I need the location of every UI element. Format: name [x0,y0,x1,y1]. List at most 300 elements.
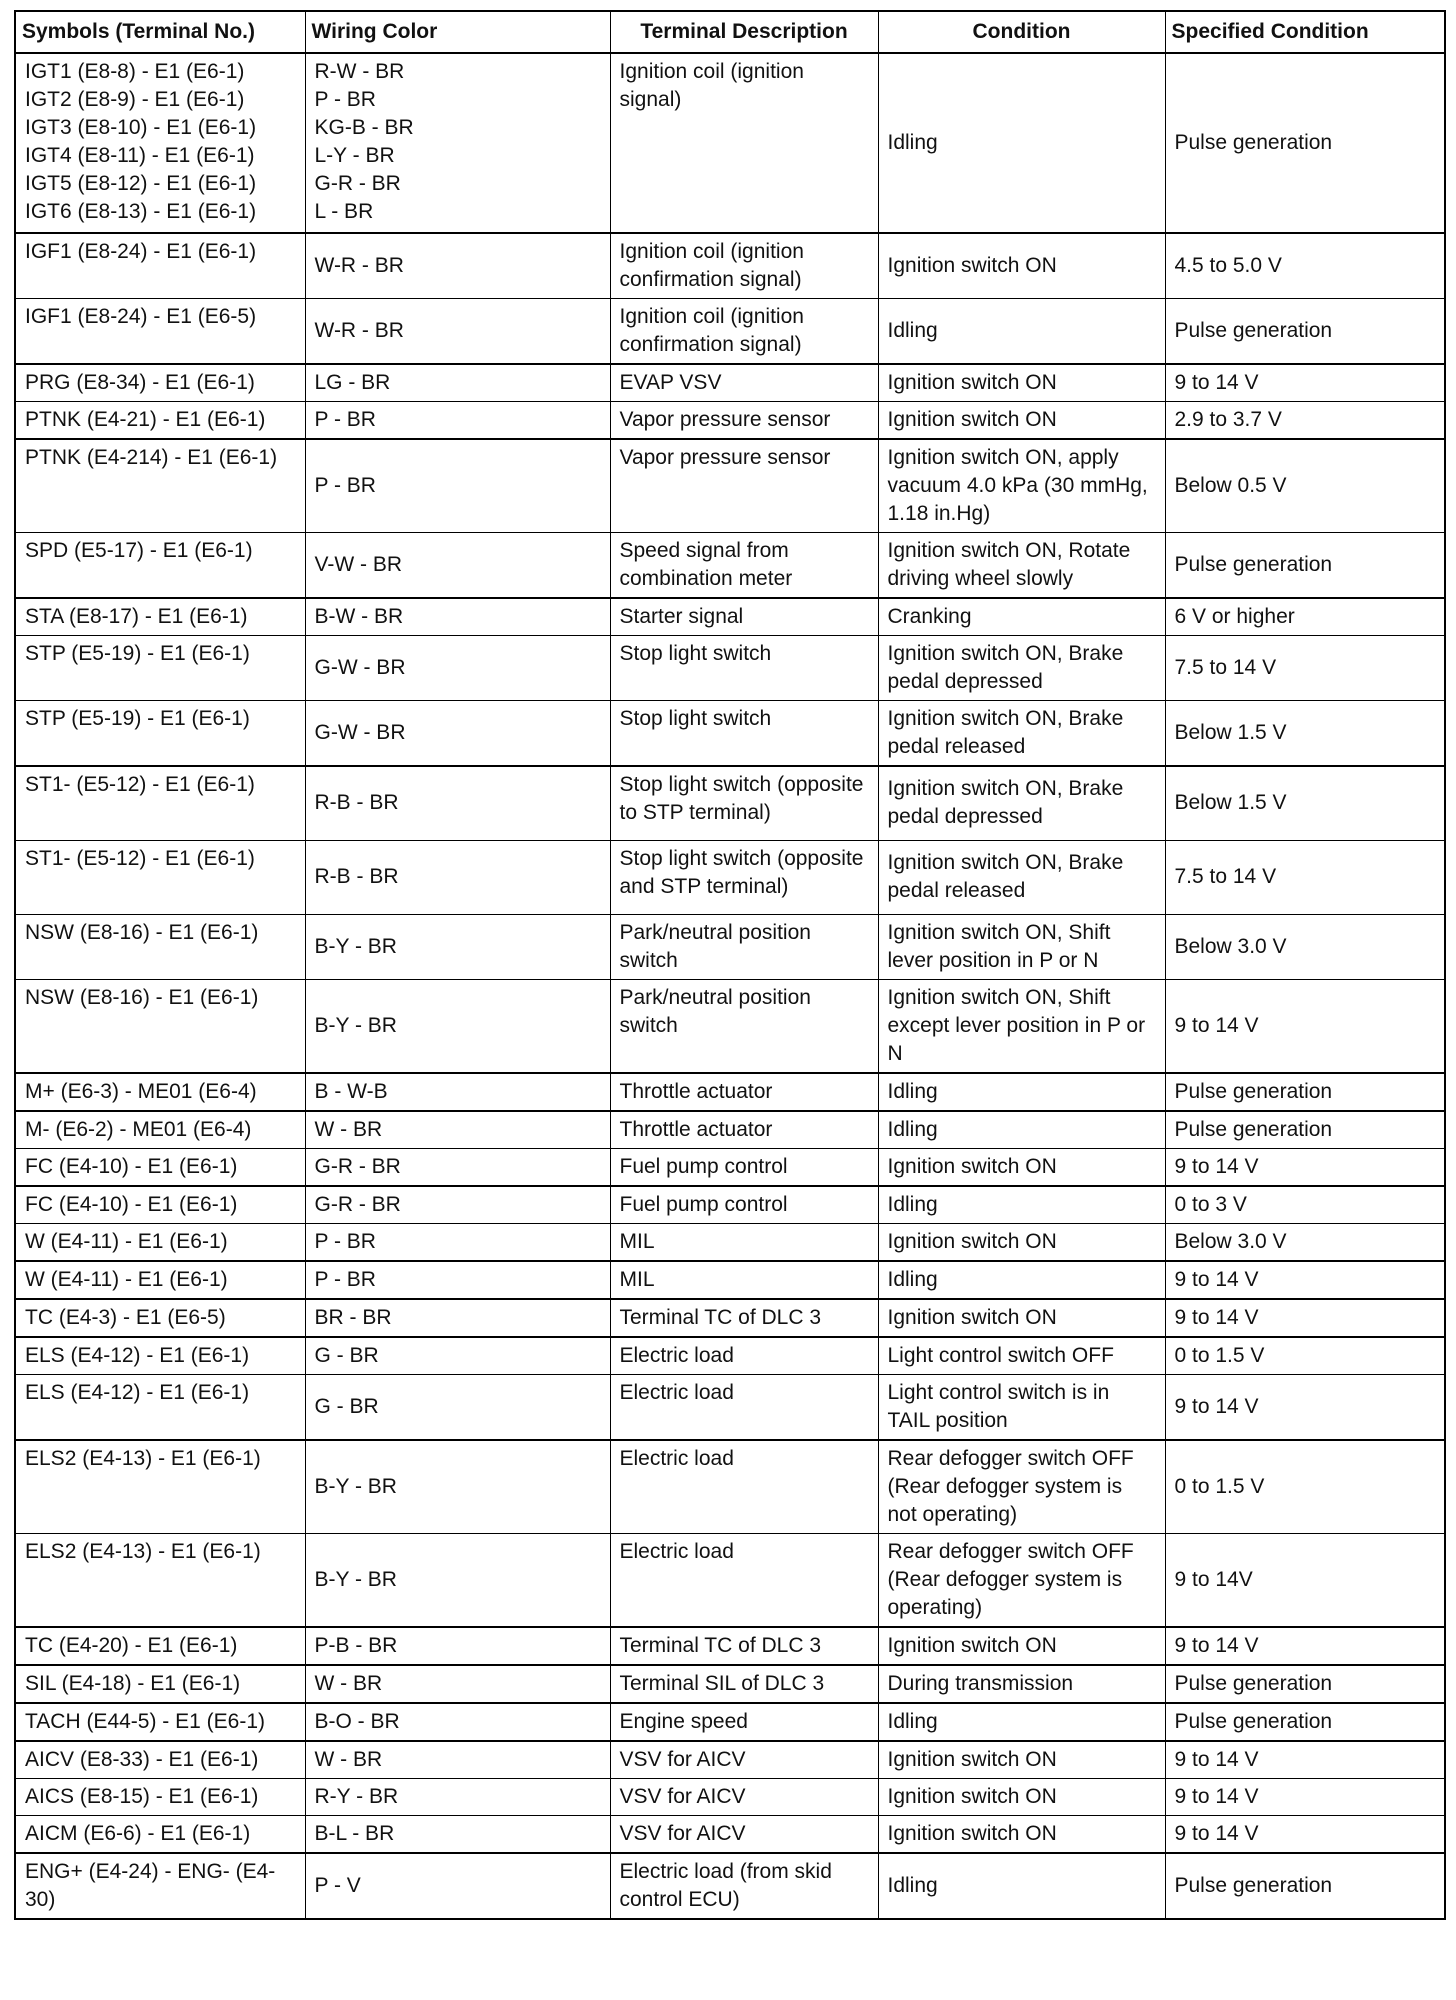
wiring-color-cell-text: B-Y - BR [314,934,397,958]
specified-condition-cell [1165,1073,1445,1111]
symbol-cell-text: STP (E5-19) - E1 (E6-1) [25,707,250,730]
condition-cell [878,402,1165,440]
description-cell-text: MIL [619,1229,655,1253]
condition-cell [878,979,1165,1073]
table-row [15,402,1445,440]
description-cell [610,1223,878,1261]
specified-condition-cell-text: 9 to 14 V [1174,1394,1259,1418]
condition-cell-text: Ignition switch ON [887,408,1057,431]
specified-condition-cell-text: Pulse generation [1174,553,1333,576]
description-cell [610,533,878,599]
specified-condition-cell-text: Below 1.5 V [1174,721,1287,744]
symbol-cell-text: FC (E4-10) - E1 (E6-1) [25,1192,238,1216]
symbol-cell [15,1186,305,1224]
specified-condition-cell [1165,1741,1445,1779]
condition-cell-text: Idling [887,1709,938,1733]
condition-cell-text: Ignition switch ON, Brake pedal released [887,707,1124,758]
symbol-cell [15,914,305,979]
symbol-cell [15,1073,305,1111]
description-cell-text: EVAP VSV [619,371,722,394]
condition-cell-text: Ignition switch ON [887,1633,1057,1657]
specified-condition-cell [1165,701,1445,767]
symbol-cell [15,364,305,402]
table-row [15,979,1445,1073]
condition-cell [878,840,1165,914]
wiring-color-cell-text: P - BR [314,408,376,431]
symbol-cell-text: PTNK (E4-214) - E1 (E6-1) [25,446,278,469]
condition-cell [878,1299,1165,1337]
specified-condition-cell [1165,1374,1445,1440]
table-row [15,1299,1445,1337]
specified-condition-cell-text: Below 0.5 V [1174,474,1287,497]
symbol-cell [15,1741,305,1779]
table-row [15,533,1445,599]
wiring-color-cell [305,533,610,599]
wiring-color-cell [305,439,610,533]
condition-cell-text: Idling [887,131,938,154]
wiring-color-cell [305,1703,610,1741]
wiring-color-cell [305,1627,610,1665]
symbol-cell-text: ST1- (E5-12) - E1 (E6-1) [25,846,255,870]
specified-condition-cell-text: Pulse generation [1174,319,1333,342]
description-cell [610,1261,878,1299]
description-cell-text: Electric load [619,1380,734,1404]
symbol-cell [15,1815,305,1853]
specified-condition-cell [1165,1853,1445,1919]
condition-cell [878,1111,1165,1149]
specified-condition-cell [1165,402,1445,440]
table-row [15,766,1445,840]
table-row [15,1440,1445,1534]
table-row [15,1374,1445,1440]
table-row [15,1148,1445,1186]
condition-cell [878,1223,1165,1261]
symbol-cell [15,53,305,233]
condition-cell-text: Idling [887,1267,938,1291]
symbol-cell-text: IGT1 (E8-8) - E1 (E6-1) IGT2 (E8-9) - E1 (E6-1) IGT3 (E8-10) - E1 (E6-1) IGT4 (E8-11) - E1 (E6-1) IGT5 (E8-12) - E1 (E6-1) IGT6 (E8-13) - E1 (E6-1) [25,60,257,223]
wiring-color-cell-text: G - BR [314,1343,379,1367]
description-cell-text: Electric load (from skid control ECU) [619,1859,832,1911]
table-row [15,840,1445,914]
condition-cell [878,1186,1165,1224]
condition-cell [878,1627,1165,1665]
description-cell-text: Park/neutral position switch [619,920,811,972]
table-row [15,1853,1445,1919]
specified-condition-cell [1165,1299,1445,1337]
condition-cell [878,1148,1165,1186]
table-row [15,233,1445,299]
specified-condition-cell [1165,1665,1445,1703]
wiring-color-cell-text: W - BR [314,1747,383,1771]
condition-cell-text: Ignition switch ON [887,1784,1057,1808]
condition-cell [878,53,1165,233]
condition-cell [878,533,1165,599]
description-cell [610,1627,878,1665]
symbol-cell-text: PRG (E8-34) - E1 (E6-1) [25,371,255,394]
wiring-color-cell-text: W-R - BR [314,254,404,277]
wiring-color-cell [305,701,610,767]
description-cell [610,914,878,979]
condition-cell [878,1261,1165,1299]
condition-cell [878,1374,1165,1440]
condition-cell [878,1741,1165,1779]
symbol-cell-text: FC (E4-10) - E1 (E6-1) [25,1154,238,1178]
condition-cell-text: Ignition switch ON, Rotate driving wheel slowly [887,539,1131,590]
specified-condition-cell-text: 6 V or higher [1174,605,1295,628]
description-cell [610,1073,878,1111]
specified-condition-cell-text: 0 to 3 V [1174,1192,1247,1216]
wiring-color-cell-text: P - V [314,1873,361,1897]
table-row [15,1815,1445,1853]
table-row [15,1533,1445,1627]
header-wiring-color: Wiring Color [305,11,610,53]
specified-condition-cell-text: 2.9 to 3.7 V [1174,408,1282,431]
wiring-color-cell [305,1741,610,1779]
specified-condition-cell-text: 9 to 14V [1174,1567,1253,1591]
condition-cell-text: Ignition switch ON, Brake pedal depressed [887,642,1124,693]
specified-condition-cell [1165,299,1445,365]
description-cell-text: Engine speed [619,1709,748,1733]
description-cell-text: Ignition coil (ignition confirmation signal) [619,305,804,356]
wiring-color-cell [305,1111,610,1149]
condition-cell-text: Ignition switch ON, apply vacuum 4.0 kPa (30 mmHg, 1.18 in.Hg) [887,446,1148,525]
description-cell [610,1533,878,1627]
description-cell [610,1148,878,1186]
table-row [15,636,1445,701]
symbol-cell [15,1440,305,1534]
description-cell [610,1778,878,1815]
description-cell-text: Throttle actuator [619,1079,773,1103]
specified-condition-cell [1165,1533,1445,1627]
description-cell-text: Ignition coil (ignition confirmation signal) [619,240,804,291]
table-row [15,1703,1445,1741]
condition-cell [878,233,1165,299]
specified-condition-cell-text: 9 to 14 V [1174,1747,1259,1771]
symbol-cell [15,1853,305,1919]
symbol-cell-text: NSW (E8-16) - E1 (E6-1) [25,985,259,1009]
specified-condition-cell-text: 0 to 1.5 V [1174,1474,1265,1498]
symbol-cell [15,402,305,440]
specified-condition-cell-text: Pulse generation [1174,1873,1333,1897]
wiring-color-cell-text: R-B - BR [314,865,399,888]
description-cell-text: Stop light switch [619,642,772,665]
wiring-color-cell-text: G-W - BR [314,721,406,744]
symbol-cell-text: ENG+ (E4-24) - ENG- (E4-30) [25,1859,276,1911]
description-cell-text: Vapor pressure sensor [619,408,831,431]
wiring-color-cell [305,1261,610,1299]
description-cell-text: Fuel pump control [619,1154,788,1178]
specified-condition-cell [1165,439,1445,533]
symbol-cell-text: ELS2 (E4-13) - E1 (E6-1) [25,1539,261,1563]
condition-cell-text: Rear defogger switch OFF (Rear defogger system is operating) [887,1539,1134,1619]
table-row [15,914,1445,979]
symbol-cell [15,439,305,533]
specified-condition-cell-text: 9 to 14 V [1174,371,1259,394]
specified-condition-cell-text: 0 to 1.5 V [1174,1343,1265,1367]
symbol-cell [15,636,305,701]
wiring-color-cell [305,636,610,701]
wiring-color-cell [305,1778,610,1815]
wiring-color-cell [305,299,610,365]
description-cell [610,1815,878,1853]
wiring-color-cell-text: B-O - BR [314,1709,400,1733]
wiring-color-cell-text: B - W-B [314,1079,388,1103]
description-cell-text: Stop light switch [619,707,772,730]
specified-condition-cell-text: Below 3.0 V [1174,1229,1287,1253]
wiring-color-cell [305,1815,610,1853]
condition-cell [878,1703,1165,1741]
wiring-color-cell [305,402,610,440]
wiring-color-cell-text: P - BR [314,474,376,497]
condition-cell [878,701,1165,767]
specified-condition-cell [1165,598,1445,636]
description-cell [610,1665,878,1703]
wiring-color-cell [305,598,610,636]
condition-cell-text: Idling [887,1873,938,1897]
description-cell [610,979,878,1073]
terminal-inspection-table-sheet [14,10,1444,1985]
specified-condition-cell-text: 9 to 14 V [1174,1013,1259,1037]
wiring-color-cell [305,1665,610,1703]
symbol-cell-text: STP (E5-19) - E1 (E6-1) [25,642,250,665]
condition-cell-text: Cranking [887,605,972,628]
condition-cell [878,1533,1165,1627]
specified-condition-cell [1165,1440,1445,1534]
symbol-cell-text: AICM (E6-6) - E1 (E6-1) [25,1821,251,1845]
description-cell-text: VSV for AICV [619,1784,746,1808]
wiring-color-cell [305,53,610,233]
specified-condition-cell [1165,1148,1445,1186]
wiring-color-cell-text: B-Y - BR [314,1013,397,1037]
wiring-color-cell-text: R-W - BR P - BR KG-B - BR L-Y - BR G-R - BR L - BR [314,60,414,223]
condition-cell [878,1778,1165,1815]
specified-condition-cell-text: Pulse generation [1174,1117,1333,1141]
symbol-cell-text: NSW (E8-16) - E1 (E6-1) [25,920,259,944]
condition-cell-text: Rear defogger switch OFF (Rear defogger system is not operating) [887,1446,1134,1526]
description-cell-text: Terminal TC of DLC 3 [619,1633,822,1657]
symbol-cell [15,233,305,299]
symbol-cell [15,1223,305,1261]
description-cell [610,1374,878,1440]
wiring-color-cell-text: P - BR [314,1229,376,1253]
header-condition: Condition [878,11,1165,53]
wiring-color-cell [305,1186,610,1224]
wiring-color-cell [305,364,610,402]
specified-condition-cell-text: 7.5 to 14 V [1174,656,1277,679]
description-cell-text: Electric load [619,1343,734,1367]
table-body [15,53,1445,1919]
condition-cell [878,364,1165,402]
specified-condition-cell [1165,233,1445,299]
wiring-color-cell-text: P - BR [314,1267,376,1291]
symbol-cell-text: AICV (E8-33) - E1 (E6-1) [25,1747,259,1771]
symbol-cell-text: ELS (E4-12) - E1 (E6-1) [25,1343,250,1367]
description-cell-text: Speed signal from combination meter [619,539,793,590]
symbol-cell [15,1703,305,1741]
symbol-cell [15,533,305,599]
header-symbols: Symbols (Terminal No.) [15,11,305,53]
wiring-color-cell-text: B-W - BR [314,605,404,628]
description-cell [610,1853,878,1919]
specified-condition-cell-text: 9 to 14 V [1174,1784,1259,1808]
symbol-cell-text: SPD (E5-17) - E1 (E6-1) [25,539,253,562]
symbol-cell-text: ST1- (E5-12) - E1 (E6-1) [25,773,255,796]
symbol-cell-text: W (E4-11) - E1 (E6-1) [25,1267,228,1291]
wiring-color-cell-text: W - BR [314,1671,383,1695]
symbol-cell [15,598,305,636]
specified-condition-cell-text: 9 to 14 V [1174,1633,1259,1657]
condition-cell [878,636,1165,701]
description-cell-text: MIL [619,1267,655,1291]
specified-condition-cell [1165,53,1445,233]
specified-condition-cell-text: Pulse generation [1174,1671,1333,1695]
description-cell [610,233,878,299]
description-cell [610,1299,878,1337]
description-cell-text: VSV for AICV [619,1821,746,1845]
specified-condition-cell [1165,914,1445,979]
condition-cell [878,1853,1165,1919]
specified-condition-cell [1165,1703,1445,1741]
condition-cell-text: Ignition switch ON [887,1305,1057,1329]
symbol-cell [15,1627,305,1665]
specified-condition-cell [1165,766,1445,840]
table-row [15,598,1445,636]
terminal-inspection-table [14,10,1446,1920]
wiring-color-cell [305,766,610,840]
symbol-cell-text: TC (E4-20) - E1 (E6-1) [25,1633,238,1657]
description-cell-text: Ignition coil (ignition signal) [619,60,804,111]
wiring-color-cell-text: BR - BR [314,1305,392,1329]
wiring-color-cell-text: R-B - BR [314,791,399,815]
symbol-cell [15,1778,305,1815]
table-row [15,701,1445,767]
condition-cell-text: During transmission [887,1671,1074,1695]
wiring-color-cell [305,1073,610,1111]
description-cell-text: Starter signal [619,605,744,628]
wiring-color-cell-text: B-Y - BR [314,1567,397,1591]
wiring-color-cell-text: W - BR [314,1117,383,1141]
header-specified-condition: Specified Condition [1165,11,1445,53]
specified-condition-cell [1165,1261,1445,1299]
specified-condition-cell [1165,1223,1445,1261]
description-cell-text: VSV for AICV [619,1747,746,1771]
wiring-color-cell [305,840,610,914]
condition-cell-text: Ignition switch ON, Brake pedal depressed [887,777,1124,829]
symbol-cell [15,1111,305,1149]
symbol-cell-text: IGF1 (E8-24) - E1 (E6-5) [25,305,257,328]
condition-cell-text: Ignition switch ON, Brake pedal released [887,851,1124,902]
wiring-color-cell [305,1374,610,1440]
symbol-cell-text: TC (E4-3) - E1 (E6-5) [25,1305,226,1329]
table-row [15,1778,1445,1815]
specified-condition-cell [1165,533,1445,599]
wiring-color-cell [305,1853,610,1919]
symbol-cell-text: W (E4-11) - E1 (E6-1) [25,1229,228,1253]
condition-cell [878,1073,1165,1111]
symbol-cell [15,1374,305,1440]
description-cell [610,1337,878,1375]
table-header-row [15,11,1445,53]
wiring-color-cell [305,1440,610,1534]
condition-cell [878,1337,1165,1375]
table-row [15,439,1445,533]
specified-condition-cell-text: Below 1.5 V [1174,791,1287,815]
specified-condition-cell [1165,1111,1445,1149]
symbol-cell [15,1665,305,1703]
condition-cell [878,1440,1165,1534]
description-cell [610,766,878,840]
description-cell [610,402,878,440]
wiring-color-cell-text: P-B - BR [314,1633,398,1657]
wiring-color-cell-text: G - BR [314,1394,379,1418]
table-row [15,1111,1445,1149]
wiring-color-cell-text: B-L - BR [314,1821,395,1845]
condition-cell [878,299,1165,365]
symbol-cell-text: M- (E6-2) - ME01 (E6-4) [25,1117,252,1141]
description-cell-text: Stop light switch (opposite to STP terminal) [619,773,864,824]
symbol-cell-text: ELS (E4-12) - E1 (E6-1) [25,1380,250,1404]
symbol-cell [15,1299,305,1337]
symbol-cell [15,1261,305,1299]
description-cell [610,364,878,402]
description-cell [610,439,878,533]
condition-cell [878,914,1165,979]
symbol-cell [15,1337,305,1375]
wiring-color-cell-text: B-Y - BR [314,1474,397,1498]
table-row [15,1186,1445,1224]
symbol-cell [15,1533,305,1627]
description-cell [610,1186,878,1224]
condition-cell [878,1665,1165,1703]
specified-condition-cell [1165,364,1445,402]
specified-condition-cell [1165,840,1445,914]
condition-cell-text: Ignition switch ON, Shift lever position in P or N [887,920,1111,972]
symbol-cell [15,701,305,767]
symbol-cell [15,979,305,1073]
condition-cell-text: Idling [887,1117,938,1141]
description-cell-text: Electric load [619,1539,734,1563]
symbol-cell-text: PTNK (E4-21) - E1 (E6-1) [25,408,266,431]
condition-cell-text: Light control switch is in TAIL position [887,1380,1110,1432]
condition-cell-text: Idling [887,319,938,342]
table-row [15,53,1445,233]
specified-condition-cell-text: 9 to 14 V [1174,1154,1259,1178]
wiring-color-cell [305,1299,610,1337]
specified-condition-cell-text: Pulse generation [1174,131,1333,154]
description-cell [610,840,878,914]
specified-condition-cell-text: Below 3.0 V [1174,934,1287,958]
condition-cell-text: Ignition switch ON [887,1154,1057,1178]
condition-cell-text: Idling [887,1192,938,1216]
description-cell-text: Park/neutral position switch [619,985,811,1037]
specified-condition-cell [1165,1815,1445,1853]
symbol-cell-text: AICS (E8-15) - E1 (E6-1) [25,1784,259,1808]
wiring-color-cell [305,1223,610,1261]
description-cell [610,1111,878,1149]
description-cell [610,299,878,365]
table-row [15,1741,1445,1779]
description-cell [610,636,878,701]
specified-condition-cell [1165,1337,1445,1375]
table-row [15,1261,1445,1299]
condition-cell-text: Idling [887,1079,938,1103]
specified-condition-cell [1165,1778,1445,1815]
symbol-cell-text: ELS2 (E4-13) - E1 (E6-1) [25,1446,261,1470]
condition-cell [878,1815,1165,1853]
wiring-color-cell [305,1533,610,1627]
symbol-cell [15,1148,305,1186]
wiring-color-cell-text: V-W - BR [314,553,402,576]
